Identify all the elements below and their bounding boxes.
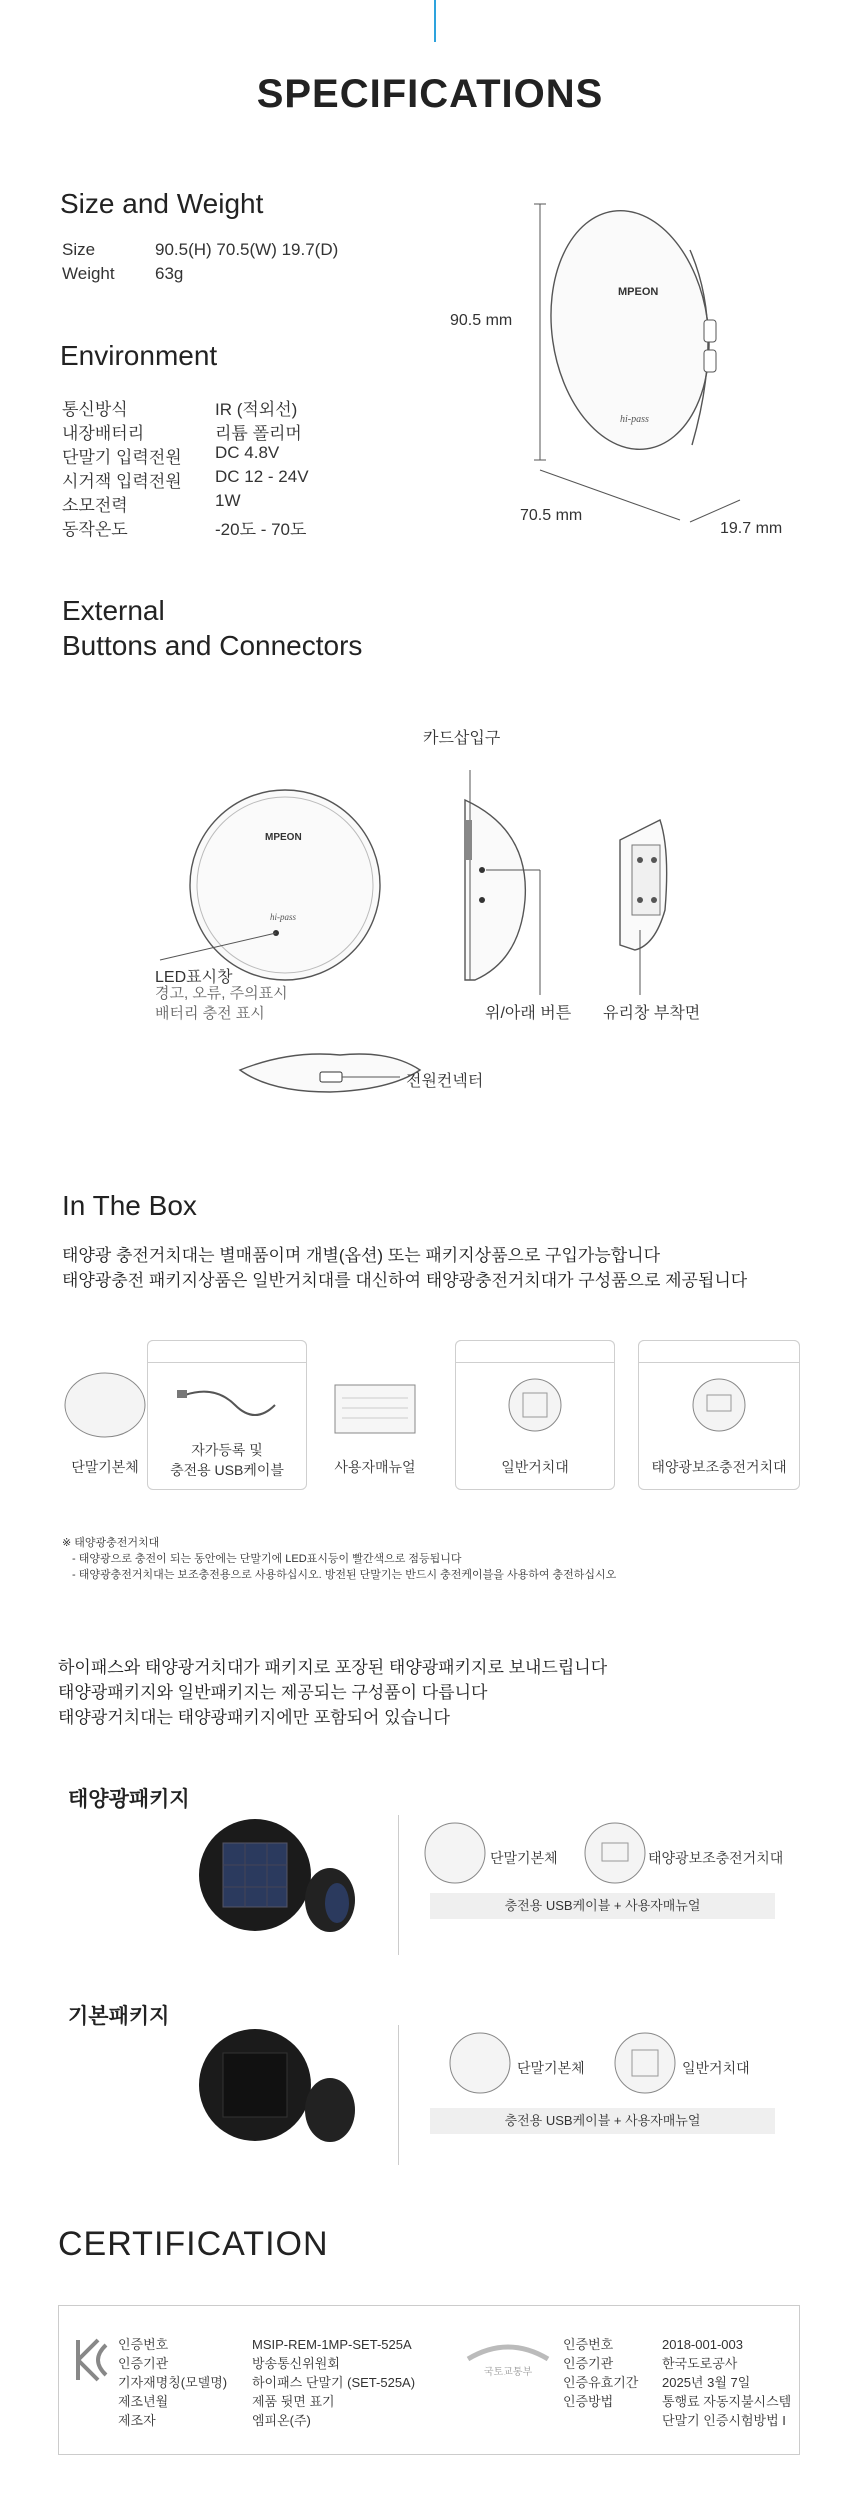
- led-window-sub1: 경고, 오류, 주의표시: [155, 985, 288, 1002]
- package-intro-3: 태양광거치대는 태양광패키지에만 포함되어 있습니다: [58, 1708, 450, 1727]
- cert-col1-keys: 인증번호 인증기관 기자재명칭(모델명) 제조년월 제조자: [118, 2337, 228, 2428]
- usb-cable-icon: [175, 1375, 285, 1430]
- item-solar-holder: 태양광보조충전거치대: [651, 1459, 787, 1475]
- item-user-manual: 사용자매뉴얼: [334, 1459, 416, 1475]
- basic-holder-image: [505, 1375, 565, 1435]
- led-window-label: LED표시창: [155, 969, 233, 986]
- user-manual-image: [330, 1380, 420, 1440]
- solar-pkg-item-2: 태양광보조충전거치대: [648, 1850, 784, 1866]
- hipass-logo: hi-pass: [620, 414, 649, 425]
- height-dimension: 90.5 mm: [450, 312, 513, 329]
- power-connector-label: 전원컨넥터: [406, 1073, 484, 1090]
- item-device-body: 단말기본체: [71, 1459, 139, 1475]
- divider: [398, 2025, 399, 2165]
- divider: [398, 1815, 399, 1955]
- inbox-desc-1: 태양광 충전거치대는 별매품이며 개별(옵션) 또는 패키지상품으로 구입가능합니다: [62, 1246, 661, 1265]
- note-line-2: - 태양광충전거치대는 보조충전용으로 사용하십시오. 방전된 단말기는 반드시 충전케이블을 사용하여 충전하십시오: [72, 1569, 617, 1581]
- basic-pkg-device-image: [445, 2028, 515, 2098]
- basic-pkg-holder-image: [610, 2028, 680, 2098]
- width-dimension: 70.5 mm: [520, 507, 583, 524]
- ministry-mark-icon: [462, 2335, 554, 2380]
- card-slot-label: 카드삽입구: [423, 730, 501, 747]
- page-title: SPECIFICATIONS: [256, 72, 604, 116]
- solar-pkg-item-1: 단말기본체: [490, 1850, 558, 1866]
- item-basic-holder: 일반거치대: [501, 1459, 569, 1475]
- brand-logo: MPEON: [618, 286, 659, 298]
- external-heading-line2: Buttons and Connectors: [62, 630, 363, 661]
- basic-pkg-item-2: 일반거치대: [682, 2060, 750, 2076]
- basic-pkg-item-1: 단말기본체: [517, 2060, 585, 2076]
- cert-col2-keys: 인증번호 인증기관 인증유효기간 인증방법: [563, 2337, 639, 2409]
- note-title: ※ 태양광충전거치대: [62, 1537, 160, 1549]
- basic-package-title: 기본패키지: [68, 2005, 170, 2028]
- inbox-heading: In The Box: [62, 1190, 197, 1221]
- package-intro-2: 태양광패키지와 일반패키지는 제공되는 구성품이 다릅니다: [58, 1683, 488, 1702]
- inbox-desc-2: 태양광충전 패키지상품은 일반거치대를 대신하여 태양광충전거치대가 구성품으로 제공됩니다: [62, 1271, 748, 1290]
- solar-package-image: [195, 1815, 375, 1950]
- top-accent-line: [434, 0, 436, 42]
- svg-text:국토교통부: 국토교통부: [483, 2367, 533, 2378]
- solar-package-title: 태양광패키지: [68, 1788, 190, 1811]
- certification-heading: CERTIFICATION: [58, 2225, 329, 2263]
- solar-holder-image: [689, 1375, 749, 1435]
- note-line-1: - 태양광으로 충전이 되는 동안에는 단말기에 LED표시등이 빨간색으로 점등됩니다: [72, 1553, 462, 1565]
- external-heading-line1: External: [62, 595, 165, 626]
- glass-mount-label: 유리창 부착면: [603, 1005, 701, 1022]
- package-intro-1: 하이패스와 태양광거치대가 패키지로 포장된 태양광패키지로 보내드립니다: [58, 1658, 608, 1677]
- cert-col2-values: 2018-001-003 한국도로공사 2025년 3월 7일 통행료 자동지불시스템 단말기 인증시험방법 I: [662, 2337, 792, 2428]
- svg-text:hi-pass: hi-pass: [270, 912, 297, 922]
- depth-dimension: 19.7 mm: [720, 520, 783, 537]
- usb-cable-label-1: 자가등록 및: [191, 1442, 263, 1458]
- solar-pkg-holder-image: [580, 1818, 650, 1888]
- led-window-sub2: 배터리 충전 표시: [155, 1005, 265, 1022]
- solar-pkg-device-image: [420, 1818, 490, 1888]
- basic-package-image: [195, 2025, 375, 2160]
- updown-button-label: 위/아래 버튼: [485, 1005, 572, 1022]
- size-weight-heading: Size and Weight: [60, 188, 264, 219]
- cert-col1-values: MSIP-REM-1MP-SET-525A 방송통신위원회 하이패스 단말기 (SET-525A) 제품 뒷면 표기 엠피온(주): [252, 2337, 416, 2428]
- kc-mark-icon: [70, 2335, 110, 2385]
- basic-pkg-extras: 충전용 USB케이블 + 사용자매뉴얼: [430, 2108, 775, 2134]
- device-body-image: [60, 1370, 150, 1440]
- usb-cable-label-2: 충전용 USB케이블: [170, 1462, 284, 1478]
- environment-heading: Environment: [60, 340, 218, 371]
- solar-pkg-extras: 충전용 USB케이블 + 사용자매뉴얼: [430, 1893, 775, 1919]
- svg-text:MPEON: MPEON: [265, 832, 302, 843]
- device-dimension-drawing: [440, 190, 820, 550]
